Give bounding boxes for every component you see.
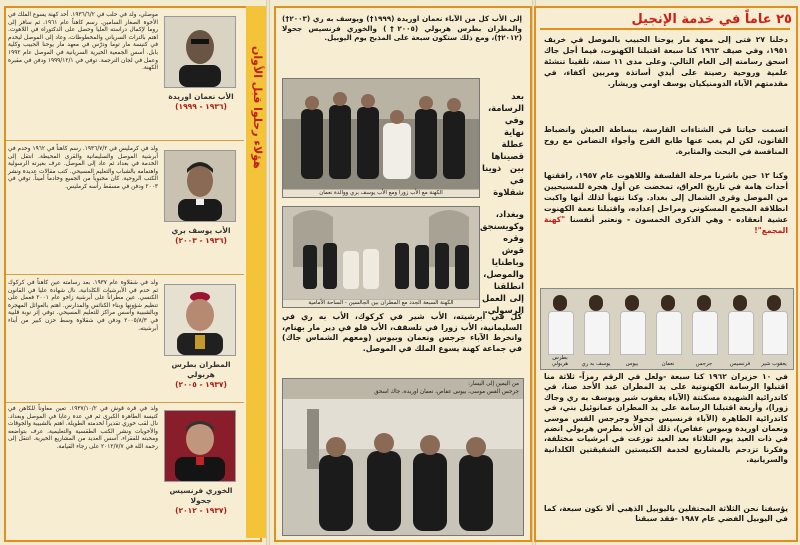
middle-paragraph-2: بعد الرسامة، وفي نهاية عطلة قصيناها بين ذوينا في شقلاوة [482,91,524,197]
person-robe [692,311,718,355]
right-paragraph-3 [544,170,788,236]
person-head [697,295,711,311]
divider [6,402,244,403]
person-head [625,295,639,311]
right-paragraph-1: دخلنا ٢٧ فتى إلى معهد مار يوحنا الحبيب بالموصل في خريف ١٩٥١، وفي صيف ١٩٦٢ كنا سبعة اقتبلنا الكهنوت، فيما أجل جاك اسحق رسامته إلى العام التالي. وعلى مدى ١١ سنة، تلقينا تنشئة علمية وروحية رصينة على أيدي أساتذة ومربين أكفاء، في مقدمتهم الآباء الدومنيكيان يوسف اومي وريشار. [544,35,788,88]
bio-name: الخوري فرنسيس جحولا [169,486,233,505]
person-label: جرجس [695,361,713,367]
bio-text: ولد في كرمليس في ١٩٣٦/٧/٢. رسم كاهناً في ١٩٦٢ وخدم في أبرشية الموصل والسليمانية والقرى المحيطة. انتقل إلى الخدمة في بغداد ثم عاد إلى الموصل. عرف بغيرته الرسولية واهتمامه بالشباب والتعليم المسيحي. كتب مقالات عديدة ونشر الكتب الروحية. كان محبوباً من الجميع وخادماً أميناً. توفي في ٢٠٠٣ ودفن في مسقط رأسه كرمليس. [8,146,158,190]
bio-name: المطران بطرس هربولي [171,360,231,379]
person-label: يعقوب شير [761,361,787,367]
person-figure [653,295,683,353]
person-label: بطرس هربولي [551,355,569,367]
left-panel [4,6,266,540]
person-robe [656,311,682,355]
middle-paragraph-4: كل في أبرشيته، الأب شير في كركوك، الأب به ري في السليمانية، الأب زورا في تلسقف، الأب قلو في دير مار بهنام، وانخرط الآباء جرجس ونعمان وبيوس (ومعهم الشماس جاك) في جماعة كهنة يسوع الملك في الموصل. [282,312,522,353]
group-photo-2 [282,206,480,308]
divider [6,140,244,141]
bio-card [6,12,244,136]
person-head [589,295,603,311]
bio-name: الأب يوسف بري [171,226,231,235]
person-figure [759,295,789,353]
bio-card [6,406,244,530]
portrait-photo [164,150,236,222]
bio-caption [158,92,244,112]
bio-text: ولد في قره قوش في ١٩٣٧/١٠/٢. تعين معاوناً للكاهن في كنيسة الطاهرة الكبرى ثم في عدة رعايا في الموصل وبغداد. نال لقب خوري تقديراً لخدمته الطويلة. اهتم بالشبيبة والجوقات والأخويات ونشر الكتب الطقسية والتعليمية. عرف بتواضعه ومحبته للفقراء. أسس العديد من المشاريع الخيرية. انتقل إلى رحمة الله في ٢٠١٢/٧/٧ على رجاء القيامة. [8,406,158,450]
bio-text: ولد في شقلاوة عام ١٩٣٧. بعد رسامته عين كاهناً في كركوك ثم خدم في الأبرشيات الكلدانية. نال شهادة عليا في القانون الكنسي. عين مطراناً على أبرشية زاخو عام ٢٠٠١ فعمل على تنظيم شؤونها وبناء الكنائس والمدارس. اهتم بالعوائل المهجرة وبالشبيبة وأسس مراكز للتعليم المسيحي. توفي إثر نوبة قلبية في ٢٠٠٥/٨/٣ ودفن في شقلاوة وسط حزن كبير من أبناء أبرشيته. [8,280,158,332]
person-robe [620,311,646,355]
photo-caption: الكهنة السبعة الجدد مع المطران بين الجالسين - الساحة الأمامية [283,300,479,307]
person-robe [728,311,754,355]
side-banner [246,6,266,538]
paragraph-3-text: وكنا ١٢ حين باشرنا مرحلة الفلسفة واللاهوت عام ١٩٥٧، رافقتها أحداث هامة في تاريخ العراق، تمخضت عن أول هجرة للمسيحيين من الموصل وقرى الشمال إلى بغداد. وكنا نتهيأ لذلك أنها واكبت انطلاقة المجمع المسكوني ومراحل إعداده، واقتبلنا نعمة الكهنوت عشية انعقاده - وهي الذكرى الخمسون - ونعتبر أنفسنا [544,171,789,224]
bio-years: (١٩٣٧ - ٢٠٠٥) [175,380,227,389]
person-figure [545,295,575,353]
person-label: فرنسيس [729,361,751,367]
middle-paragraph-3: وبغداد، وكويسنجق وقره قوش وباطنايا والموصل، انطلقنا إلى العمل الرسولي. [480,209,524,315]
bio-card [6,280,244,404]
bio-text: موصلي، ولد في حلب في ١٩٣٦/٦/٢. أحد كهنة يسوع الملك في الأخوة الصغار السامين. رسم كاهناً عام ١٩٦١، ثم سافر إلى روما لإكمال دراسته العليا وحصل على الدكتوراه في اللاهوت. اهتم بالتراث السرياني والمخطوطات، وعاد إلى الموصل ليخدم في كنيسة مار توما ودرّس في معهد مار يوحنا الحبيب وكلية بابل. أسس الجمعية الخيرية السريانية في الموصل عام ١٩٩٢ وعمل في لجان الترجمة. توفي في ١٩٩٩/١٢/١ ودفن في مقبرة الكهنة. [8,12,158,72]
bio-caption [158,226,244,246]
bio-years: (١٩٣٦ - ٢٠٠٣) [175,236,227,245]
person-label: بيوس [625,361,639,367]
person-head [553,295,567,311]
person-figure [617,295,647,353]
right-paragraph-2: اتسمت حياتنا في الشتاءات القارسة، ببساطة العيش وانضباط القانون، لكن لم يغب عنها طابع الفرح وأجواء التضامن مع روح المنافسة في البحث والمثابرة. [544,125,788,156]
person-head [661,295,675,311]
bio-name: الأب نعمان اوريدة [168,92,234,101]
person-label: نعمان [661,361,675,367]
brochure-title: ٢٥ عاماً في خدمة الإنجيل [631,12,792,27]
ordination-photo [540,288,794,370]
person-robe [762,311,788,355]
portrait-photo [164,16,236,88]
divider [6,274,244,275]
person-head [767,295,781,311]
right-paragraph-5: يؤسفنا نحن الثلاثة المحتفلين باليوبيل الذهبي ألا نكون سبعة، كما في اليوبيل الفضي عام ١٩٨٧ -فقد سبقنا [544,504,788,524]
bio-caption [158,360,244,390]
middle-panel [270,0,532,545]
photo-caption-top: من اليمين إلى اليسار: [468,381,519,387]
photo-caption: جرجس القس موسى، بيوس عفاص، نعمان اوريدة، جاك اسحق [374,389,519,395]
bio-caption [158,486,244,516]
side-banner-text: هؤلاء رحلوا قبل الأوان [251,46,264,169]
person-figure [689,295,719,353]
photo-caption: الكهنة مع الأب زورا ومع الأب يوسف بري ووالدة نعمان [283,190,479,197]
person-figure [725,295,755,353]
person-head [733,295,747,311]
portrait-photo [164,410,236,482]
council-priests-highlight: "كهنة المجمع"! [544,215,788,235]
person-robe [548,311,574,355]
person-label: يوسف به ري [581,361,611,367]
group-photo-3 [282,378,524,536]
person-robe [584,311,610,355]
person-figure [581,295,611,353]
group-photo-1 [282,78,480,198]
right-paragraph-4: في ١٠ حزيران ١٩٦٢ كنا سبعة -ولعل في الرقم رمزاً- ثلاثة منا اقتبلوا الرسامة الكهنوتية على يد المطران عبد الأحد صنا، في كاتدرائية الشهيدة مسكنتة (الآباء يعقوب شير ويوسف به ري وجاك زورا)، وأربعة اقتبلنا الرسامة على يد المطران عمانوئيل بني، في كاتدرائية الطاهرة (الآباء فرنسيس جحولا وجرجس القس موسى ونعمان اوريدة وبيوس عفاص)، ذلك أن الأب بطرس هربولي انضم في ذات العيد يوم الثلاثاء بعد العيد توزعت في أبرشيات مختلفة، وفكرنا تزدحم بالمشاريع لخدمة الكنيستين الشقيقتين الكلدانية والسريانية. [544,372,788,465]
bio-years: (١٩٣٦ - ١٩٩٩) [175,102,227,111]
bio-card [6,146,244,270]
portrait-photo [164,284,236,356]
right-panel [534,0,800,545]
bio-years: (١٩٣٧ - ٢٠١٢) [175,506,227,515]
middle-paragraph-1: إلى الأب كل من الآباء نعمان اوريدة (١٩٩٩†) ويوسف به ري (٢٠٠٣†) والمطران بطرس هربولي (٢٠٠٥†) والخوري فرنسيس جحولا (٢٠١٢†)، ومع ذلك ستكون سبعة على المذبح يوم اليوبيل. [282,14,523,43]
title-underline [540,28,790,30]
